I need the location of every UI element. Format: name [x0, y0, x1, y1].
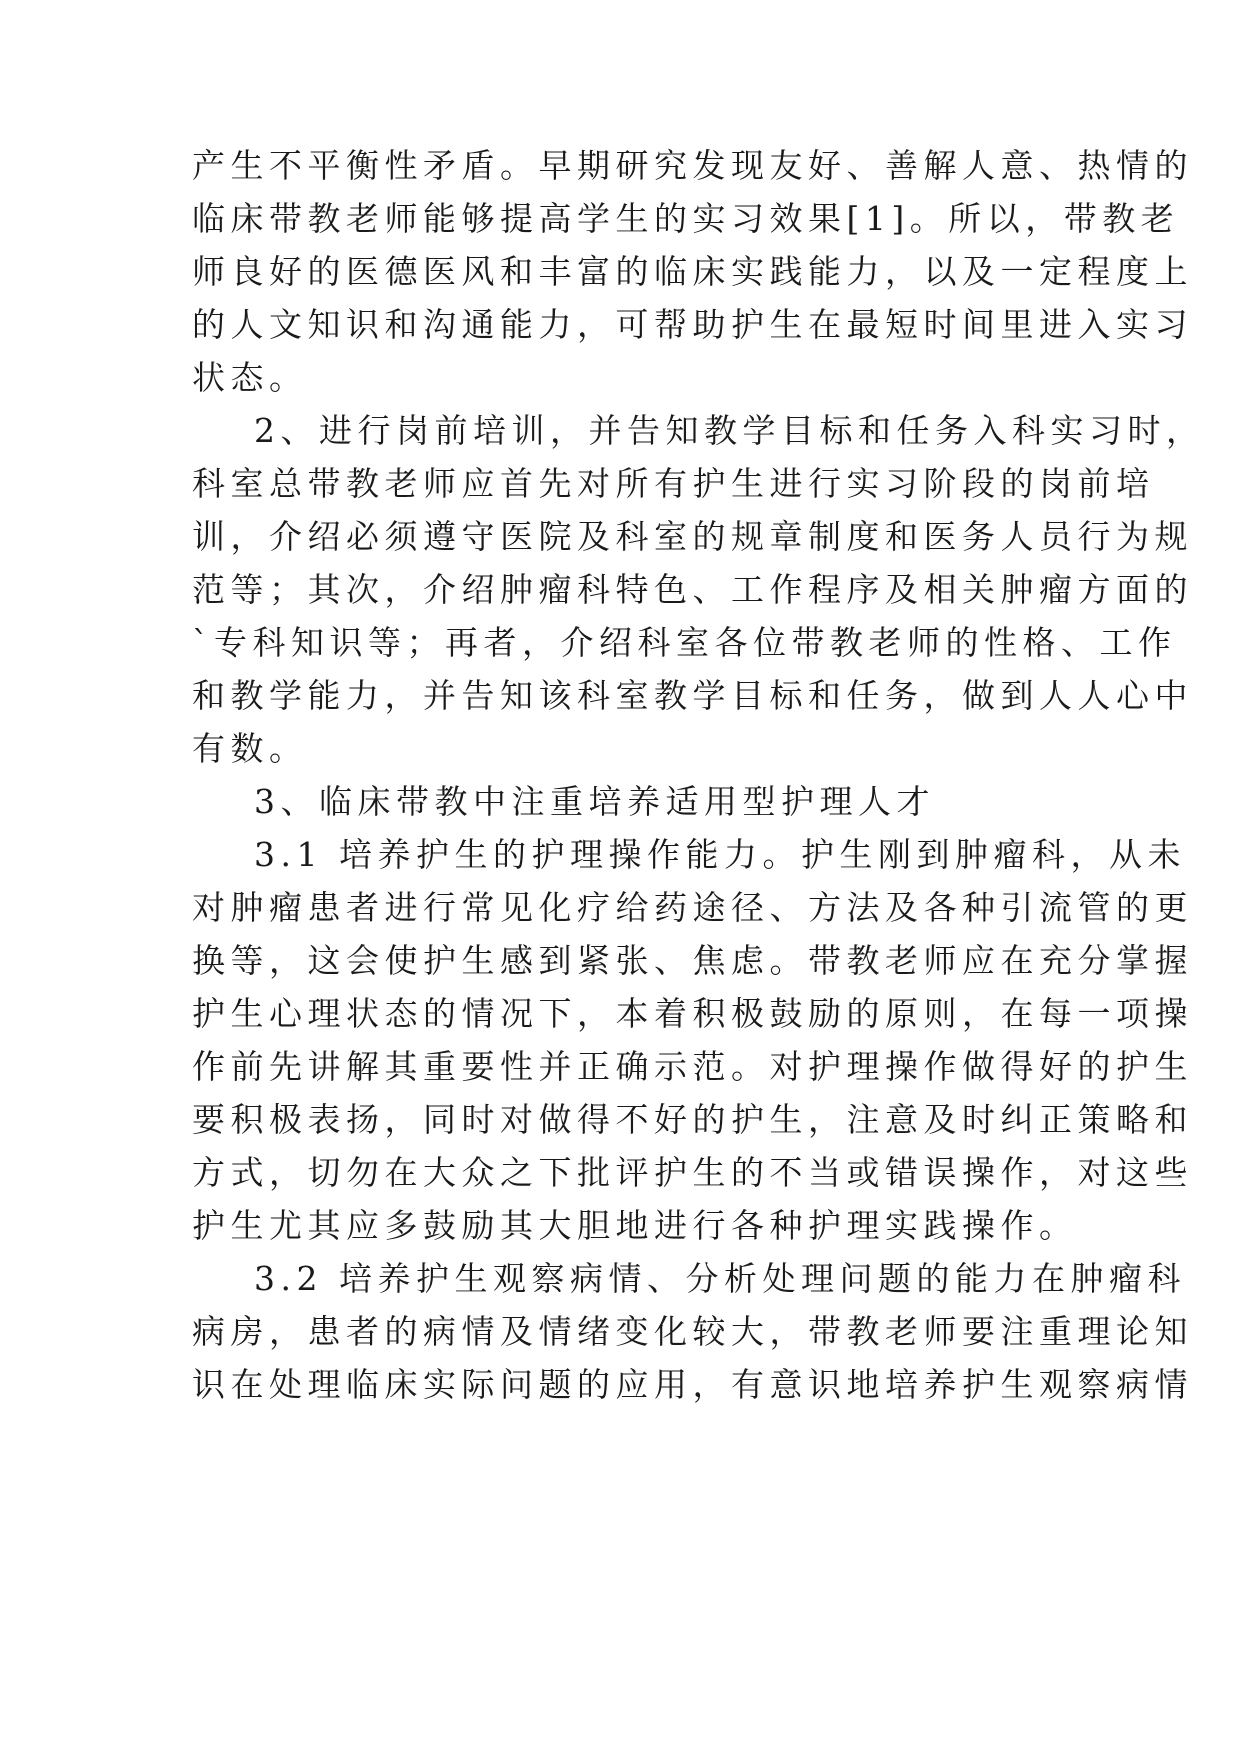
text-line: 方式，切勿在大众之下批评护生的不当或错误操作，对这些: [192, 1153, 1193, 1192]
text-line: 训，介绍必须遵守医院及科室的规章制度和医务人员行为规: [192, 517, 1193, 556]
text-line: 科室总带教老师应首先对所有护生进行实习阶段的岗前培: [192, 464, 1155, 503]
text-line: 状态。: [192, 358, 308, 397]
text-line: 师良好的医德医风和丰富的临床实践能力，以及一定程度上: [192, 252, 1193, 291]
text-line: 病房，患者的病情及情绪变化较大，带教老师要注重理论知: [192, 1312, 1193, 1351]
text-line: `专科知识等；再者，介绍科室各位带教老师的性格、工作: [192, 623, 1177, 662]
text-line: 作前先讲解其重要性并正确示范。对护理操作做得好的护生: [192, 1047, 1193, 1086]
paragraph-heading: 2、进行岗前培训，并告知教学目标和任务入科实习时，: [254, 411, 1205, 450]
section-heading: 3、临床带教中注重培养适用型护理人才: [254, 782, 935, 821]
text-line: 临床带教老师能够提高学生的实习效果[1]。所以，带教老: [192, 199, 1180, 238]
text-line: 要积极表扬，同时对做得不好的护生，注意及时纠正策略和: [192, 1100, 1193, 1139]
text-line: 识在处理临床实际问题的应用，有意识地培养护生观察病情: [192, 1365, 1193, 1404]
text-line: 有数。: [192, 729, 308, 768]
text-line: 范等；其次，介绍肿瘤科特色、工作程序及相关肿瘤方面的: [192, 570, 1193, 609]
text-line: 产生不平衡性矛盾。早期研究发现友好、善解人意、热情的: [192, 146, 1193, 185]
text-line: 护生尤其应多鼓励其大胆地进行各种护理实践操作。: [192, 1206, 1078, 1245]
text-line: 的人文知识和沟通能力，可帮助护生在最短时间里进入实习: [192, 305, 1193, 344]
text-line: 对肿瘤患者进行常见化疗给药途径、方法及各种引流管的更: [192, 888, 1193, 927]
text-line: 护生心理状态的情况下，本着积极鼓励的原则，在每一项操: [192, 994, 1193, 1033]
text-line: 和教学能力，并告知该科室教学目标和任务，做到人人心中: [192, 676, 1193, 715]
subsection-heading: 3.2 培养护生观察病情、分析处理问题的能力在肿瘤科: [254, 1259, 1186, 1298]
subsection-heading: 3.1 培养护生的护理操作能力。护生刚到肿瘤科，从未: [254, 835, 1186, 874]
text-line: 换等，这会使护生感到紧张、焦虑。带教老师应在充分掌握: [192, 941, 1193, 980]
